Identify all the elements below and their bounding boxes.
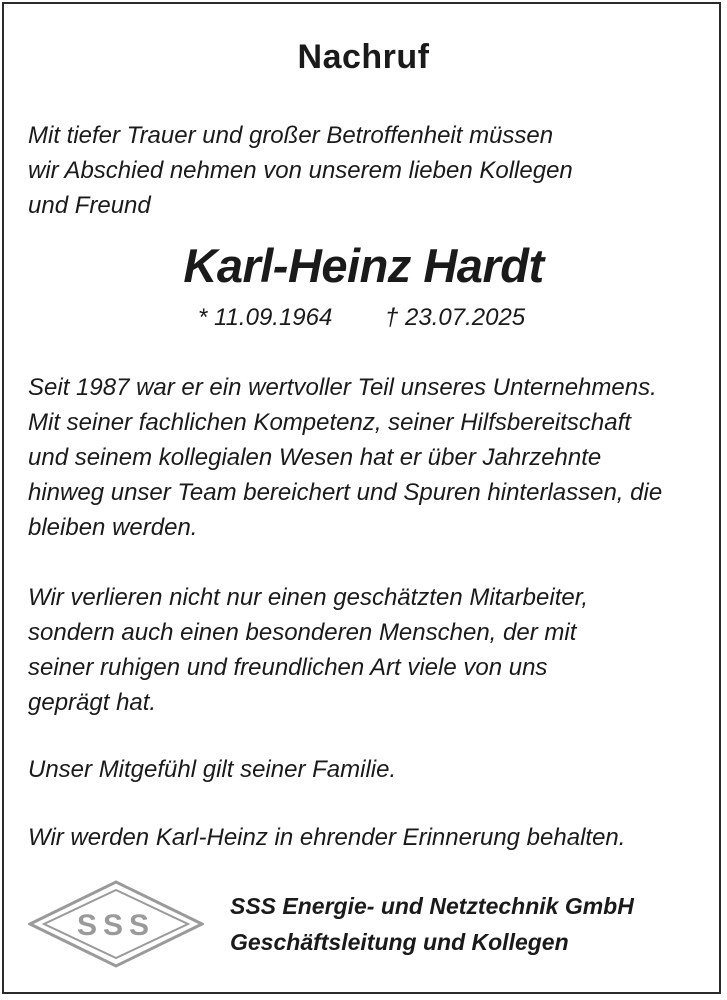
company-name: SSS Energie- und Netztechnik GmbH	[230, 893, 634, 919]
logo-text: SSS	[76, 909, 156, 942]
death-date: † 23.07.2025	[385, 304, 526, 331]
company-signoff: Geschäftsleitung und Kollegen	[230, 929, 569, 955]
memory-paragraph: Wir werden Karl-Heinz in ehrender Erinnerung behalten.	[28, 824, 626, 851]
notice-title: Nachruf	[297, 38, 430, 76]
birth-date: * 11.09.1964	[198, 304, 333, 331]
intro-text: Mit tiefer Trauer und großer Betroffenheit müssen wir Abschied nehmen von unserem lieben Kollegen und Freund	[28, 122, 573, 219]
loss-paragraph: Wir verlieren nicht nur einen geschätzten Mitarbeiter, sondern auch einen besonderen Menschen, der mit seiner ruhigen und freundlichen Art viele von uns geprägt hat.	[28, 584, 589, 716]
company-logo	[28, 880, 204, 968]
career-paragraph: Seit 1987 war er ein wertvoller Teil unseres Unternehmens. Mit seiner fachlichen Kompetenz, seiner Hilfsbereitschaft und seinem kollegialen Wesen hat er über Jahrzehnte hinweg unser Team bereichert und Spuren hinterlassen, die bleiben werden.	[28, 374, 663, 541]
sympathy-paragraph: Unser Mitgefühl gilt seiner Familie.	[28, 756, 397, 783]
deceased-name: Karl-Heinz Hardt	[183, 239, 544, 292]
